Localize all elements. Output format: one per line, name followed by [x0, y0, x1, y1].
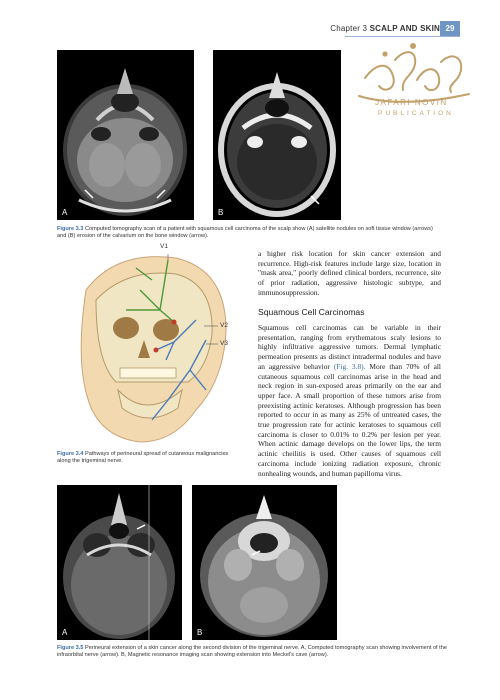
- figure-3-4-caption: [57, 451, 242, 466]
- figure-3-5-panel-a: [57, 485, 182, 640]
- ct-scan-bone-window-image: [213, 50, 341, 220]
- nerve-label-v3: V3: [220, 340, 228, 347]
- panel-letter-a: A: [62, 628, 68, 637]
- caption-label: Figure 3.4: [57, 451, 84, 457]
- intro-paragraph: a higher risk location for skin cancer extension and recurrence. High-risk features include large size, location in "mask area," poorly defined clinical borders, recurrence, site of prior radiation, aggressive histologic subtype, and immunosuppression.: [258, 249, 441, 297]
- caption-text: Perineural extension of a skin cancer along the second division of the trigeminal nerve. A, Computed tomography scan showing involvement of the infraorbital nerve (arrow). B, Magnetic resonance imaging scan showing extension into Meckel's cave (arrow).: [57, 645, 447, 659]
- header-rule: [345, 36, 460, 37]
- mri-scan-meckels-cave-image: [192, 485, 337, 640]
- figure-3-5-caption: [57, 645, 447, 660]
- running-header: [330, 24, 440, 33]
- figure-3-4-illustration: [56, 243, 241, 447]
- ct-scan-infraorbital-image: [57, 485, 182, 640]
- figure-3-3-caption: [57, 226, 437, 241]
- ct-scan-soft-tissue-image: [57, 50, 194, 220]
- paragraph-1-text: Squamous cell carcinomas can be variable in their presentation, ranging from erythematous scaly lesions to highly infiltrative aggressive tumors. Dermal lymphatic permeation presents as distinct intradermal nodules and have an aggressive behavior: [258, 323, 441, 371]
- panel-letter-a: A: [62, 208, 68, 217]
- squamous-paragraph: [258, 323, 441, 478]
- figure-reference-link[interactable]: (Fig. 3.8).: [333, 361, 366, 371]
- nerve-label-v2: V2: [220, 322, 228, 329]
- page-number: 29: [440, 21, 460, 36]
- chapter-title: SCALP AND SKIN: [369, 24, 440, 33]
- paragraph-2-text: More than 70% of all cutaneous squamous cell carcinomas arise in the head and neck region in sun-exposed areas primarily on the ear and upper face. A small proportion of these tumors arise from preexisting actinic keratoses. Although progression has been reported to occur in as many as 25% of untreated cases, the true progression rate for actinic keratoses to squamous cell carcinoma is closer to 0.01% to 0.2% per lesion per year. When actinic damage develops on the lower lips, the term actinic cheilitis is used. Other causes of squamous cell carcinoma include ionizing radiation exposure, chronic nonhealing wounds, and human papilloma virus.: [258, 361, 441, 478]
- watermark-subtitle: PUBLICATION: [378, 110, 454, 117]
- figure-3-5-panel-b: [192, 485, 337, 640]
- skull-trigeminal-nerve-image: [56, 250, 241, 447]
- caption-text: Computed tomography scan of a patient with squamous cell carcinoma of the scalp show (A) satellite nodules on soft tissue window (arrows) and (B) erosion of the calvarium on the bone window (arrow).: [57, 226, 433, 240]
- nerve-label-v1: V1: [160, 243, 168, 250]
- watermark-name: JAFARI NOVIN: [375, 98, 448, 107]
- figure-3-3-panel-b: [213, 50, 341, 220]
- caption-label: Figure 3.3: [57, 226, 84, 232]
- chapter-label: Chapter 3: [330, 24, 368, 33]
- caption-text: Pathways of perineural spread of cutaneous malignancies along the trigeminal nerve.: [57, 451, 229, 465]
- panel-letter-b: B: [218, 208, 224, 217]
- figure-3-3-panel-a: [57, 50, 194, 220]
- panel-letter-b: B: [197, 628, 203, 637]
- section-heading: Squamous Cell Carcinomas: [258, 307, 365, 317]
- publisher-logo-icon: [355, 40, 475, 120]
- caption-label: Figure 3.5: [57, 645, 84, 651]
